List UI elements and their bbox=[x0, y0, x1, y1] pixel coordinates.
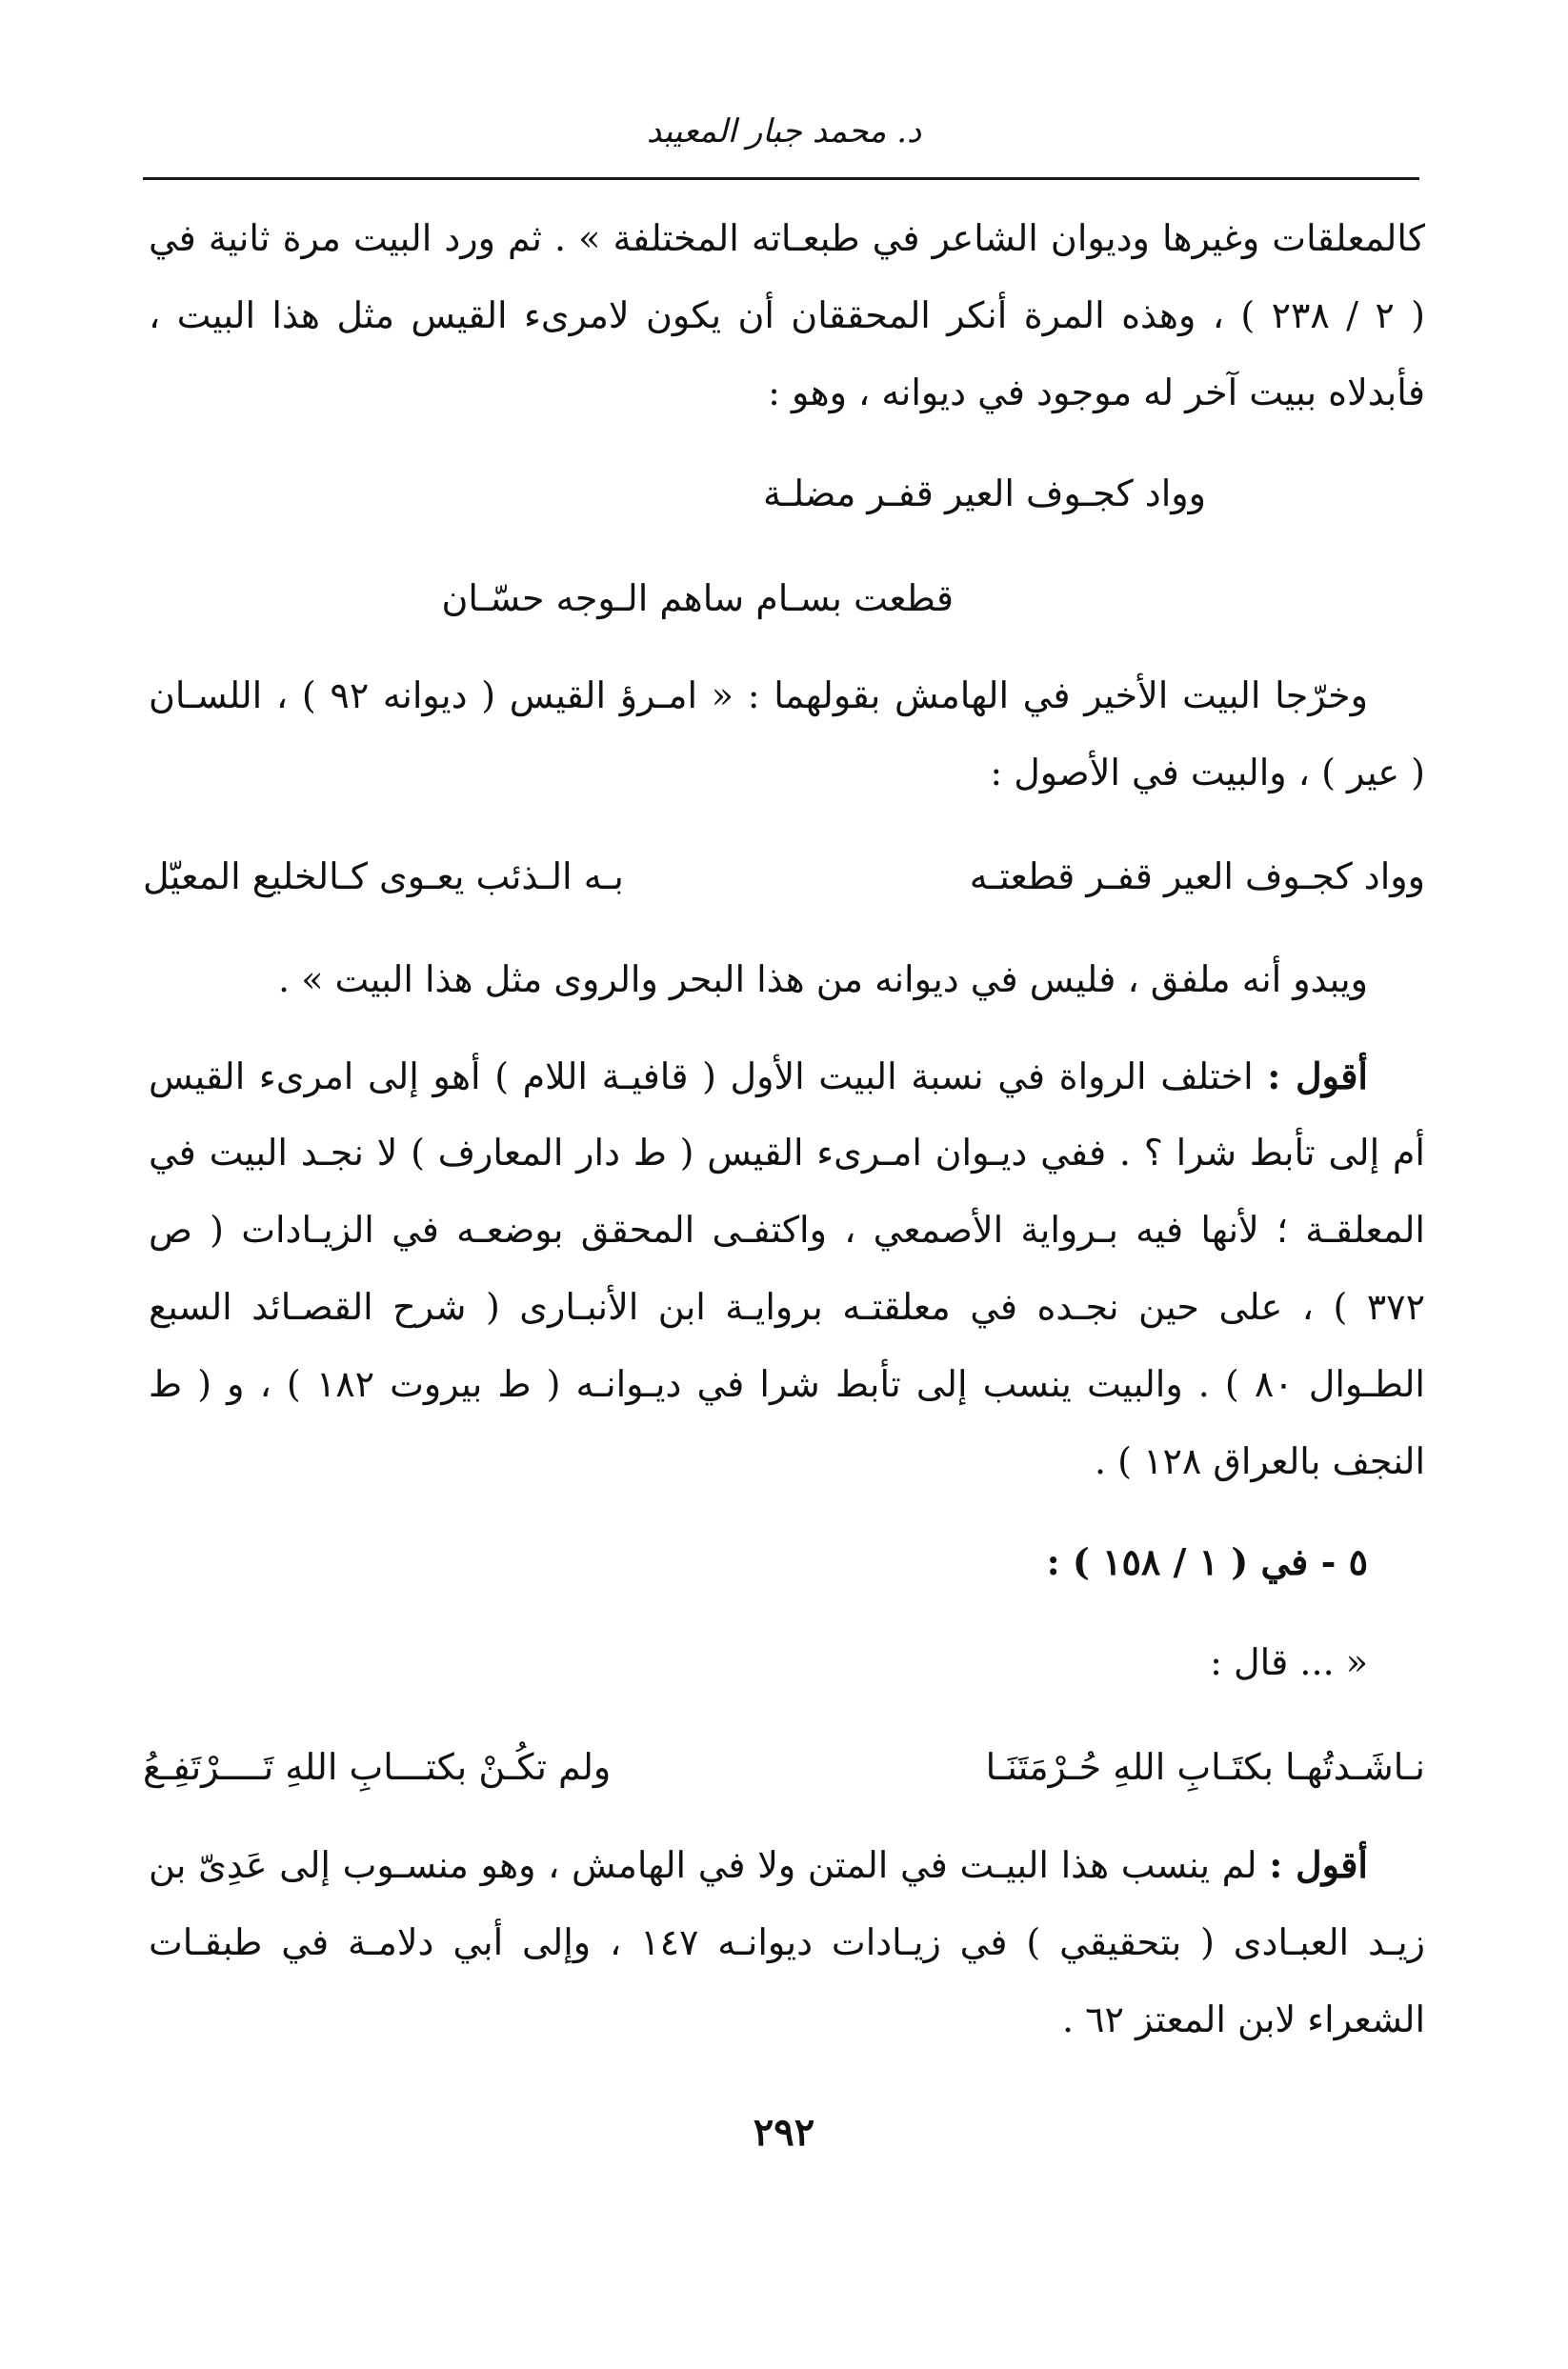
verse1-second-hemistich: قطعت بسـام ساهم الـوجه حسّـان bbox=[441, 577, 954, 619]
running-header: د. محمد جبار المعيبد bbox=[646, 112, 922, 151]
para5-line-2: زيـد العبـادى ( بتحقيقي ) في زيـادات ديوانـه ١٤٧ ، وإلى أبي دلامـة في طبقـات bbox=[149, 1921, 1425, 1963]
verse3-second-hemistich: ولم تكُـنْ بكتـــابِ اللهِ تَــــرْتَفِـعُ bbox=[143, 1746, 612, 1788]
para1-line-2: ( ٢ / ٢٣٨ ) ، وهذه المرة أنكر المحققان أن يكون لامرىء القيس مثل هذا البيت ، bbox=[149, 294, 1425, 336]
para2-line-2: ( عير ) ، والبيت في الأصول : bbox=[990, 752, 1425, 793]
para5-line-1 bbox=[149, 1837, 1368, 1894]
para1-line-3: فأبدلاه ببيت آخر له موجود في ديوانه ، وهو : bbox=[768, 371, 1425, 413]
quote-opening: « ... قال : bbox=[1210, 1641, 1368, 1683]
para4-line-4: ٣٧٢ ) ، على حين نجـده في معلقتـه بروايـة ابن الأنبـارى ( شرح القصـائد السبع bbox=[149, 1286, 1425, 1328]
page-number: ٢٩٢ bbox=[753, 2110, 815, 2155]
para4-line-6: النجف بالعراق ١٢٨ ) . bbox=[1095, 1440, 1425, 1482]
para4-line-1 bbox=[149, 1048, 1368, 1105]
para5-lead: أقول : bbox=[1269, 1843, 1368, 1886]
para4-lead: أقول : bbox=[1267, 1054, 1368, 1097]
para4-line-3: المعلقـة ؛ لأنها فيه بـرواية الأصمعي ، واكتفـى المحقق بوضعـه في الزيـادات ( ص bbox=[149, 1209, 1425, 1251]
verse1-first-hemistich: وواد كجـوف العير قفـر مضلـة bbox=[762, 472, 1206, 514]
verse3-first-hemistich: نـاشَـدتُهـا بكتَـابِ اللهِ حُـرْمَتَنَـا bbox=[985, 1746, 1425, 1788]
verse2-first-hemistich: وواد كجـوف العير قفـر قطعتـه bbox=[969, 855, 1425, 897]
para3-line-1: ويبدو أنه ملفق ، فليس في ديوانه من هذا البحر والروى مثل هذا البيت » . bbox=[278, 958, 1368, 1000]
section-heading: ٥ - في ( ١ / ١٥٨ ) : bbox=[1046, 1540, 1368, 1583]
para5-line-3: الشعراء لابن المعتز ٦٢ . bbox=[1061, 1998, 1425, 2040]
para4-line-5: الطـوال ٨٠ ) . والبيت ينسب إلى تأبط شرا في ديـوانـه ( ط بيروت ١٨٢ ) ، و ( ط bbox=[149, 1363, 1425, 1405]
para2-line-1: وخرّجا البيت الأخير في الهامش بقولهما : « امـرؤ القيس ( ديوانه ٩٢ ) ، اللسـان bbox=[149, 674, 1368, 716]
para5-line-1-text: لم ينسب هذا البيـت في المتن ولا في الهامش ، وهو منسـوب إلى عَدِىّ بن bbox=[149, 1844, 1270, 1886]
para1-line-1: كالمعلقات وغيرها وديوان الشاعر في طبعـاته المختلفة » . ثم ورد البيت مرة ثانية في bbox=[149, 217, 1425, 259]
header-rule bbox=[143, 177, 1419, 180]
para4-line-1-text: اختلف الرواة في نسبة البيت الأول ( قافيـة اللام ) أهو إلى امرىء القيس bbox=[149, 1055, 1268, 1097]
verse2-second-hemistich: بـه الـذئب يعـوى كـالخليع المعيّل bbox=[143, 855, 624, 897]
para4-line-2: أم إلى تأبط شرا ؟ . ففي ديـوان امـرىء القيس ( ط دار المعارف ) لا نجـد البيت في bbox=[149, 1132, 1425, 1174]
